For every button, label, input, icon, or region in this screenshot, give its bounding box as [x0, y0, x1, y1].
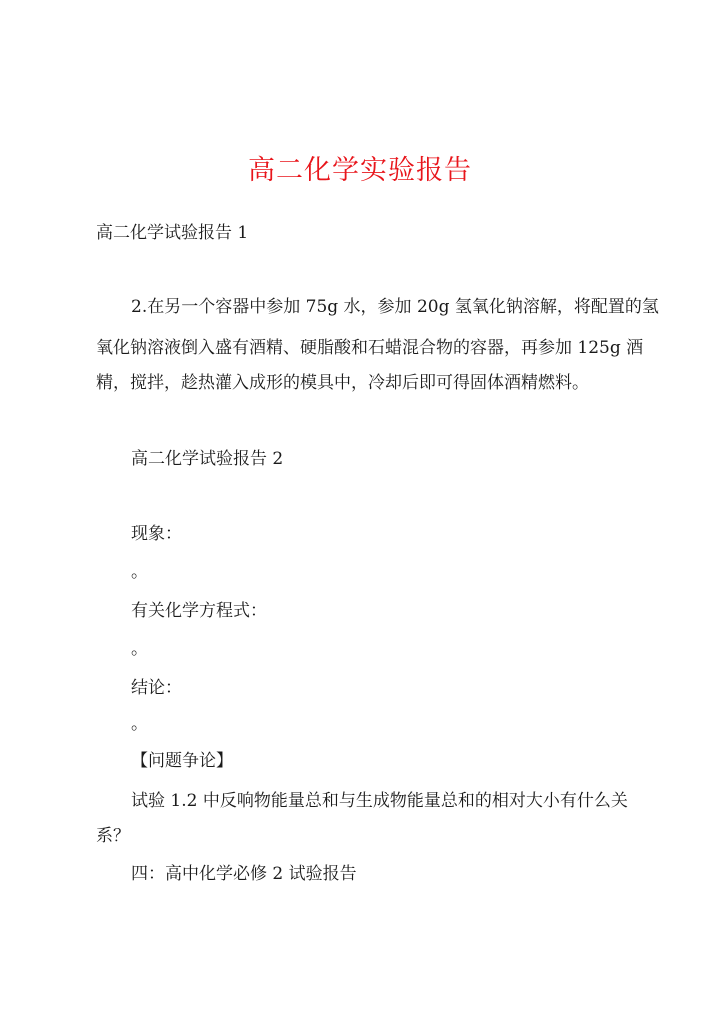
question-line-2: 系？ [96, 826, 130, 846]
phenomenon-value: 。 [131, 562, 148, 582]
paragraph1-line-2: 氧化钠溶液倒入盛有酒精、硬脂酸和石蜡混合物的容器，再参加 125g 酒 [96, 338, 644, 358]
phenomenon-label: 现象： [131, 524, 182, 544]
document-title: 高二化学实验报告 [248, 155, 472, 186]
paragraph1-line-3: 精，搅拌，趁热灌入成形的模具中，冷却后即可得固体酒精燃料。 [96, 373, 589, 393]
conclusion-label: 结论： [131, 678, 182, 698]
discussion-heading: 【问题争论】 [131, 751, 233, 771]
equation-label: 有关化学方程式： [131, 601, 267, 621]
section1-heading: 高二化学试验报告 1 [96, 223, 249, 243]
section2-heading: 高二化学试验报告 2 [131, 449, 284, 469]
paragraph1-line-1: 2.在另一个容器中参加 75g 水，参加 20g 氢氧化钠溶解，将配置的氢 [131, 297, 659, 317]
equation-value: 。 [131, 639, 148, 659]
question-line-1: 试验 1.2 中反响物能量总和与生成物能量总和的相对大小有什么关 [131, 791, 628, 811]
conclusion-value: 。 [131, 714, 148, 734]
section4-heading: 四：高中化学必修 2 试验报告 [131, 864, 357, 884]
